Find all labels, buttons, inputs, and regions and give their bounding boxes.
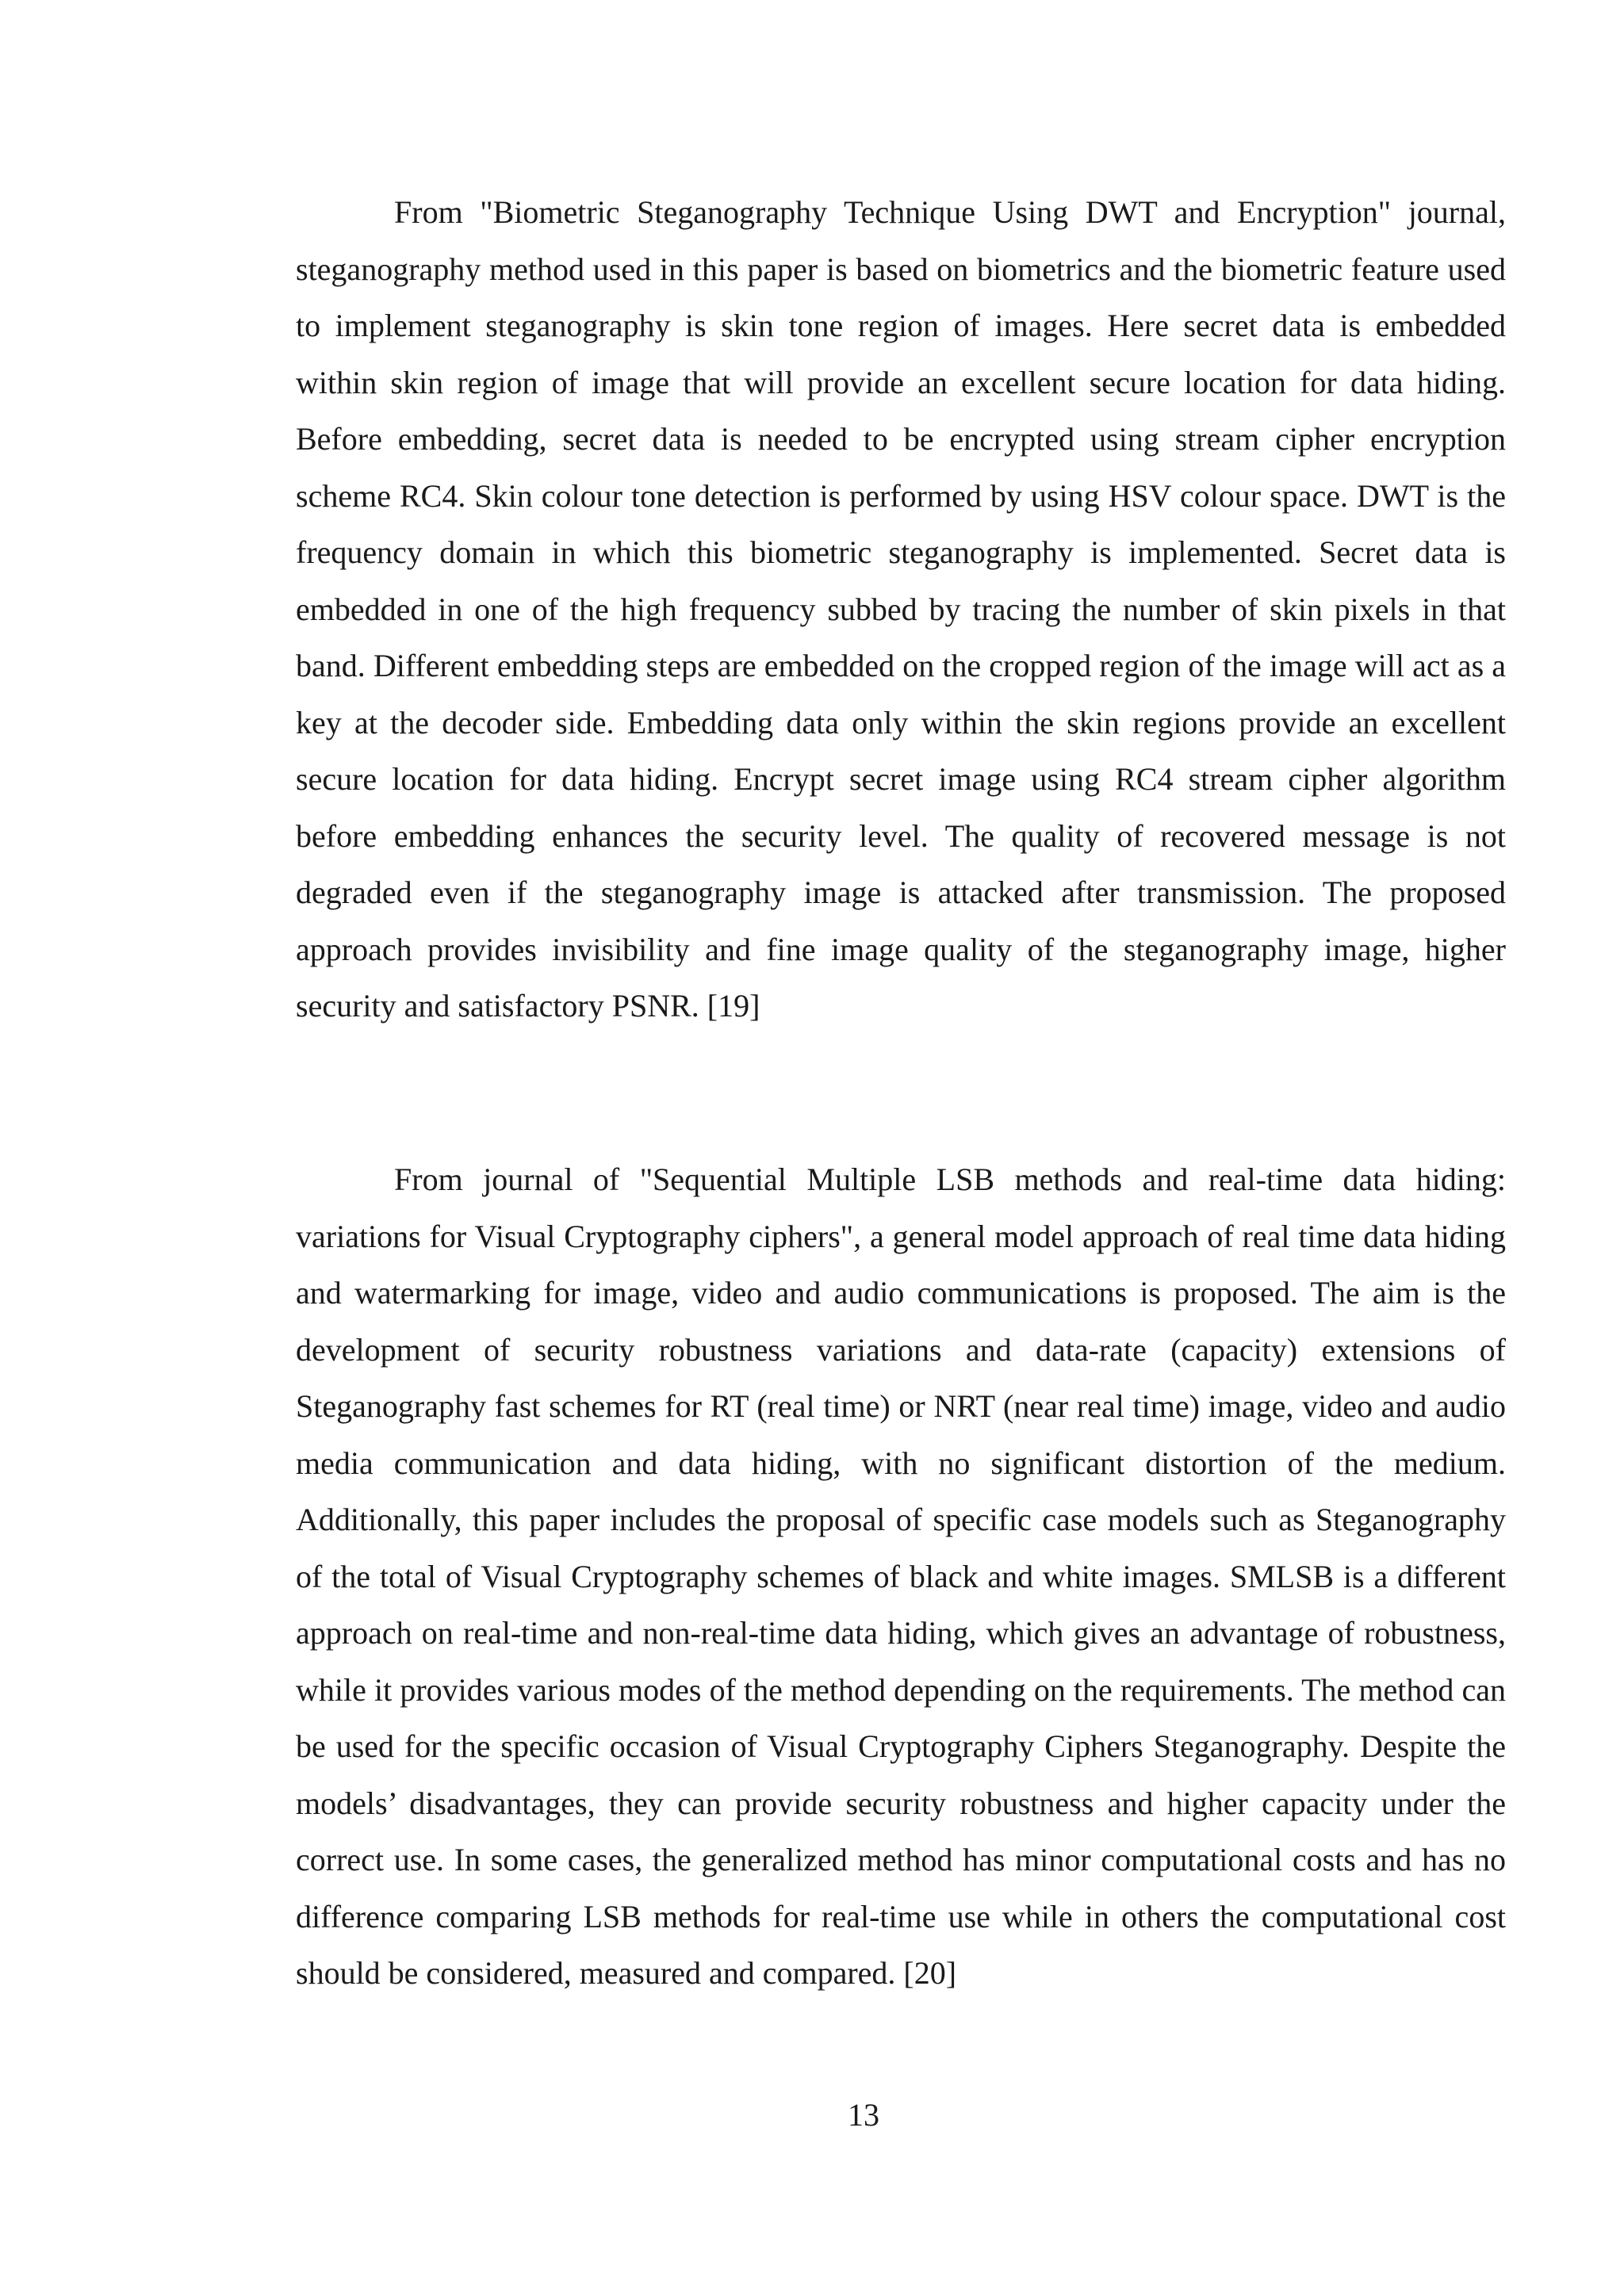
body-paragraph-biometric-steganography: From "Biometric Steganography Technique Using DWT and Encryption" journal, steganography method used in this paper is based on biometrics and the biometric feature used to implement steganography is skin tone region of images. Here secret data is embedded within skin region of image that will provide an excellent secure location for data hiding. Before embedding, secret data is needed to be encrypted using stream cipher encryption scheme RC4. Skin colour tone detection is performed by using HSV colour space. DWT is the frequency domain in which this biometric steganography is implemented. Secret data is embedded in one of the high frequency subbed by tracing the number of skin pixels in that band. Different embedding steps are embedded on the cropped region of the image will act as a key at the decoder side. Embedding data only within the skin regions provide an excellent secure location for data hiding. Encrypt secret image using RC4 stream cipher algorithm before embedding enhances the security level. The quality of recovered message is not degraded even if the steganography image is attacked after transmission. The proposed approach provides invisibility and fine image quality of the steganography image, higher security and satisfactory PSNR. [19]	[296, 194, 1506, 1024]
body-paragraph-sequential-multiple-lsb: From journal of "Sequential Multiple LSB methods and real-time data hiding: variations for Visual Cryptography ciphers", a general model approach of real time data hiding and watermarking for image, video and audio communications is proposed. The aim is the development of security robustness variations and data-rate (capacity) extensions of Steganography fast schemes for RT (real time) or NRT (near real time) image, video and audio media communication and data hiding, with no significant distortion of the medium. Additionally, this paper includes the proposal of specific case models such as Steganography of the total of Visual Cryptography schemes of black and white images. SMLSB is a different approach on real-time and non-real-time data hiding, which gives an advantage of robustness, while it provides various modes of the method depending on the requirements. The method can be used for the specific occasion of Visual Cryptography Ciphers Steganography. Despite the models’ disadvantages, they can provide security robustness and higher capacity under the correct use. In some cases, the generalized method has minor computational costs and has no difference comparing LSB methods for real-time use while in others the computational cost should be considered, measured and compared. [20]	[296, 1161, 1506, 1991]
page-number: 13	[848, 2097, 879, 2133]
